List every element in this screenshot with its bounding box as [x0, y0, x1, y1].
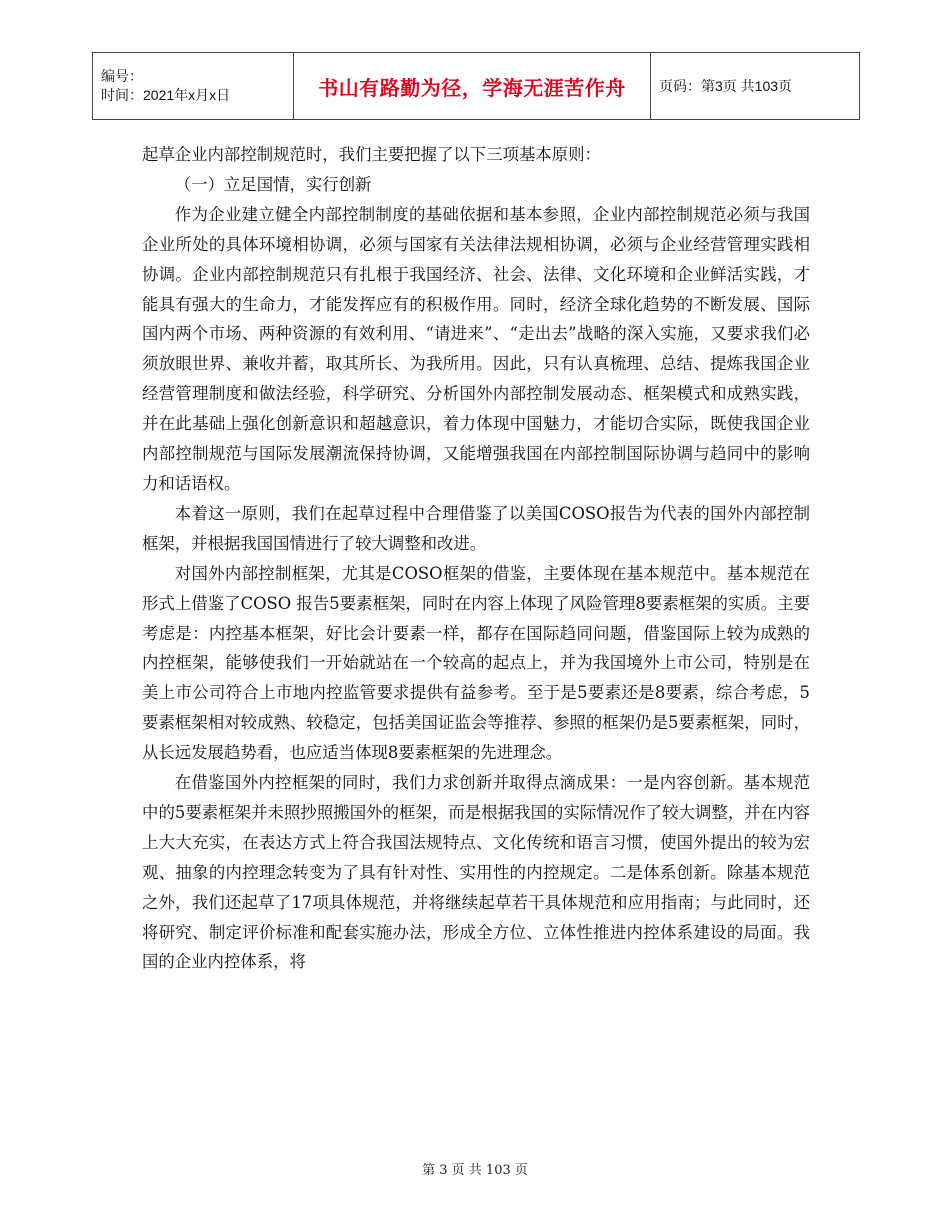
- motto-text: 书山有路勤为径，学海无涯苦作舟: [318, 75, 626, 100]
- body-paragraph: 作为企业建立健全内部控制制度的基础依据和基本参照，企业内部控制规范必须与我国企业所处的具体环境相协调，必须与国家有关法律法规相协调，必须与企业经营管理实践相协调。企业内部控制规范只有扎根于我国经济、社会、法律、文化环境和企业鲜活实践，才能具有强大的生命力，才能发挥应有的积极作用。同时，经济全球化趋势的不断发展、国际国内两个市场、两种资源的有效利用、“请进来”、“走出去”战略的深入实施，又要求我们必须放眼世界、兼收并蓄，取其所长、为我所用。因此，只有认真梳理、总结、提炼我国企业经营管理制度和做法经验，科学研究、分析国外内部控制发展动态、框架模式和成熟实践，并在此基础上强化创新意识和超越意识，着力体现中国魅力，才能切合实际，既使我国企业内部控制规范与国际发展潮流保持协调，又能增强我国在内部控制国际协调与趋同中的影响力和话语权。: [142, 204, 810, 493]
- serial-number-label: 编号：: [101, 68, 143, 84]
- intro-paragraph: 起草企业内部控制规范时，我们主要把握了以下三项基本原则：: [142, 145, 601, 164]
- document-body: [142, 140, 810, 977]
- header-meta-cell: [93, 53, 294, 120]
- page-footer: 第 3 页 共 103 页: [422, 1163, 528, 1178]
- body-paragraph: 对国外内部控制框架，尤其是COSO框架的借鉴，主要体现在基本规范中。基本规范在形式上借鉴了COSO 报告5要素框架，同时在内容上体现了风险管理8要素框架的实质。主要考虑是：内控基本框架，好比会计要素一样，都存在国际趋同问题，借鉴国际上较为成熟的内控框架，能够使我们一开始就站在一个较高的起点上，并为我国境外上市公司，特别是在美上市公司符合上市地内控监管要求提供有益参考。至于是5要素还是8要素，综合考虑，5要素框架相对较成熟、较稳定，包括美国证监会等推荐、参照的框架仍是5要素框架，同时，从长远发展趋势看，也应适当体现8要素框架的先进理念。: [142, 563, 810, 763]
- header-table: [92, 52, 860, 120]
- time-label: 时间：2021年x月x日: [101, 87, 231, 103]
- body-paragraph: 在借鉴国外内控框架的同时，我们力求创新并取得点滴成果：一是内容创新。基本规范中的5要素框架并未照抄照搬国外的框架，而是根据我国的实际情况作了较大调整，并在内容上大大充实，在表达方式上符合我国法规特点、文化传统和语言习惯，使国外提出的较为宏观、抽象的内控理念转变为了具有针对性、实用性的内控规定。二是体系创新。除基本规范之外，我们还起草了17项具体规范，并将继续起草若干具体规范和应用指南；与此同时，还将研究、制定评价标准和配套实施办法，形成全方位、立体性推进内控体系建设的局面。我国的企业内控体系，将: [142, 773, 810, 972]
- section-heading: （一）立足国情，实行创新: [174, 174, 372, 194]
- page-number-label: 页码：第3页 共103页: [659, 78, 793, 94]
- header-motto-cell: [294, 53, 651, 120]
- header-page-cell: [651, 53, 860, 120]
- body-paragraph: 本着这一原则，我们在起草过程中合理借鉴了以美国COSO报告为代表的国外内部控制框架，并根据我国国情进行了较大调整和改进。: [142, 503, 810, 553]
